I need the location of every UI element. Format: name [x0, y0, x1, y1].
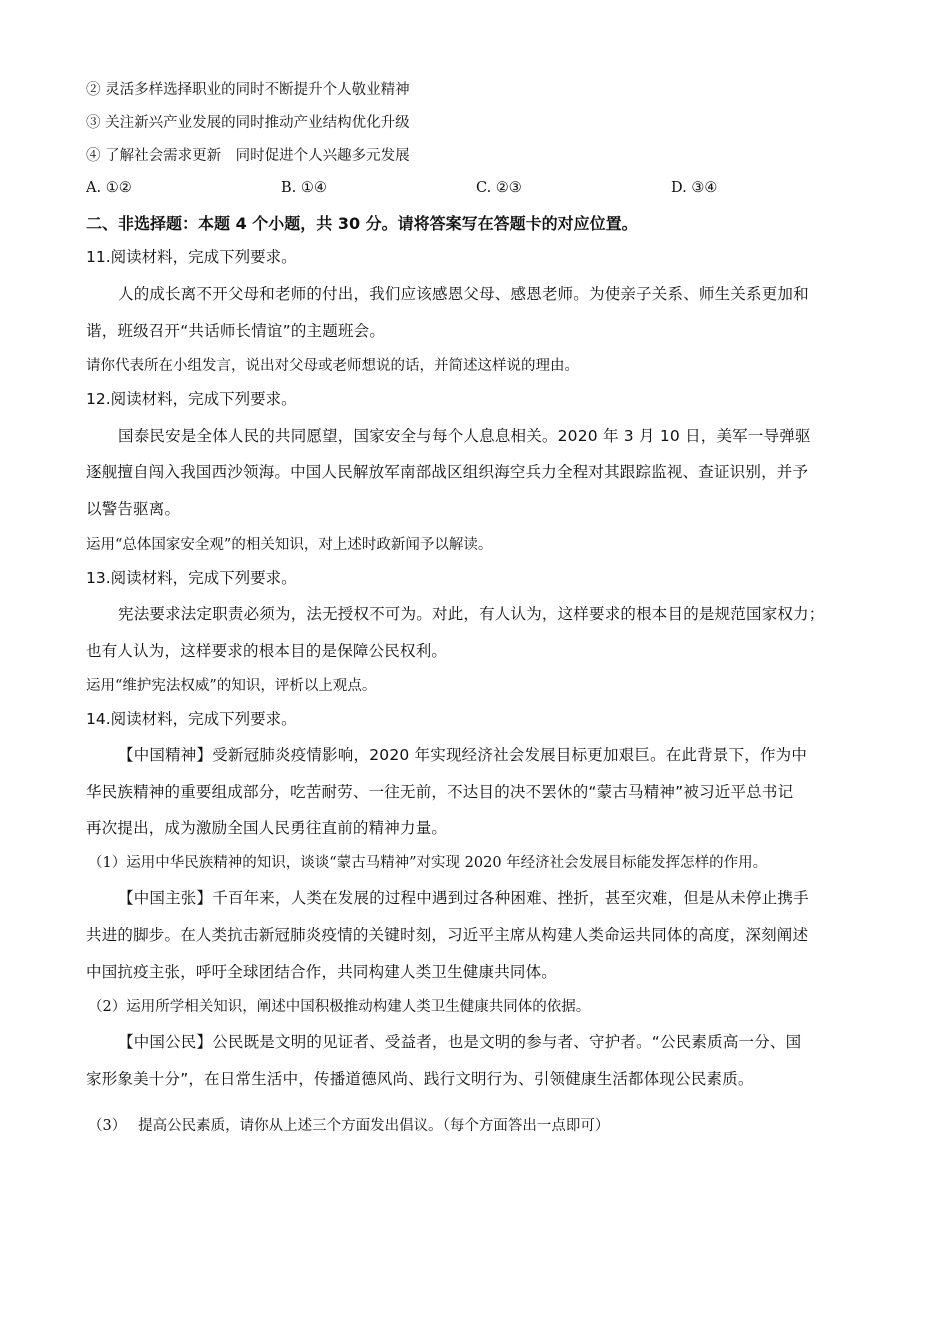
q12-material-line: 逐舰擅自闯入我国西沙领海。中国人民解放军南部战区组织海空兵力全程对其跟踪监视、查证识别，并予	[86, 463, 809, 481]
q13-material-line: 宪法要求法定职责必须为，法无授权不可为。对此，有人认为，这样要求的根本目的是规范国家权力；	[118, 605, 825, 623]
option-d: D. ③④	[671, 180, 718, 196]
option-a: A. ①②	[86, 180, 132, 196]
q14-citizen-line: 【中国公民】公民既是文明的见证者、受益者，也是文明的参与者、守护者。“公民素质高一分、国	[118, 1033, 802, 1051]
option-c: C. ②③	[476, 180, 522, 196]
q11-task: 请你代表所在小组发言，说出对父母或老师想说的话，并简述这样说的理由。	[86, 358, 579, 374]
q12-material-line: 以警告驱离。	[86, 500, 181, 518]
q12-task: 运用“总体国家安全观”的相关知识，对上述时政新闻予以解读。	[86, 537, 493, 553]
q14-spirit-line: 再次提出，成为激励全国人民勇往直前的精神力量。	[86, 819, 448, 837]
q11-material-line: 人的成长离不开父母和老师的付出，我们应该感恩父母、感恩老师。为使亲子关系、师生关系更加和	[118, 285, 809, 303]
q14-subquestion-1: （1）运用中华民族精神的知识，谈谈“蒙古马精神”对实现 2020 年经济社会发展目标能发挥怎样的作用。	[88, 855, 768, 871]
q14-stance-line: 【中国主张】千百年来，人类在发展的过程中遇到过各种困难、挫折，甚至灾难，但是从未停止携手	[118, 889, 809, 907]
choice-item-4: ④ 了解社会需求更新 同时促进个人兴趣多元发展	[86, 148, 410, 164]
q13-material-line: 也有人认为，这样要求的根本目的是保障公民权利。	[86, 642, 448, 660]
section-heading: 二、非选择题：本题 4 个小题，共 30 分。请将答案写在答题卡的对应位置。	[86, 214, 638, 233]
q14-subquestion-2: （2）运用所学相关知识，阐述中国积极推动构建人类卫生健康共同体的依据。	[88, 999, 591, 1015]
q14-subquestion-3: （3） 提高公民素质，请你从上述三个方面发出倡议。（每个方面答出一点即可）	[88, 1118, 610, 1134]
option-b: B. ①④	[281, 180, 327, 196]
q12-material-line: 国泰民安是全体人民的共同愿望，国家安全与每个人息息相关。2020 年 3 月 10 日，美军一导弹驱	[118, 427, 811, 445]
q14-header: 14.阅读材料，完成下列要求。	[86, 710, 297, 728]
q14-citizen-line: 家形象美十分”，在日常生活中，传播道德风尚、践行文明行为、引领健康生活都体现公民素质。	[86, 1070, 754, 1088]
q13-task: 运用“维护宪法权威”的知识，评析以上观点。	[86, 678, 377, 694]
q11-material-line: 谐，班级召开“共话师长情谊”的主题班会。	[86, 322, 386, 340]
q12-header: 12.阅读材料，完成下列要求。	[86, 390, 297, 408]
choice-item-3: ③ 关注新兴产业发展的同时推动产业结构优化升级	[86, 115, 410, 131]
q11-header: 11.阅读材料，完成下列要求。	[86, 248, 297, 266]
answer-options	[86, 180, 786, 202]
q13-header: 13.阅读材料，完成下列要求。	[86, 569, 297, 587]
q14-spirit-line: 【中国精神】受新冠肺炎疫情影响，2020 年实现经济社会发展目标更加艰巨。在此背景下，作为中	[118, 746, 808, 764]
q14-stance-line: 共进的脚步。在人类抗击新冠肺炎疫情的关键时刻，习近平主席从构建人类命运共同体的高度，深刻阐述	[86, 926, 809, 944]
choice-item-2: ② 灵活多样选择职业的同时不断提升个人敬业精神	[86, 82, 410, 98]
q14-spirit-line: 华民族精神的重要组成部分，吃苦耐劳、一往无前，不达目的决不罢休的“蒙古马精神”被习近平总书记	[86, 783, 794, 801]
q14-stance-line: 中国抗疫主张，呼吁全球团结合作，共同构建人类卫生健康共同体。	[86, 963, 558, 981]
